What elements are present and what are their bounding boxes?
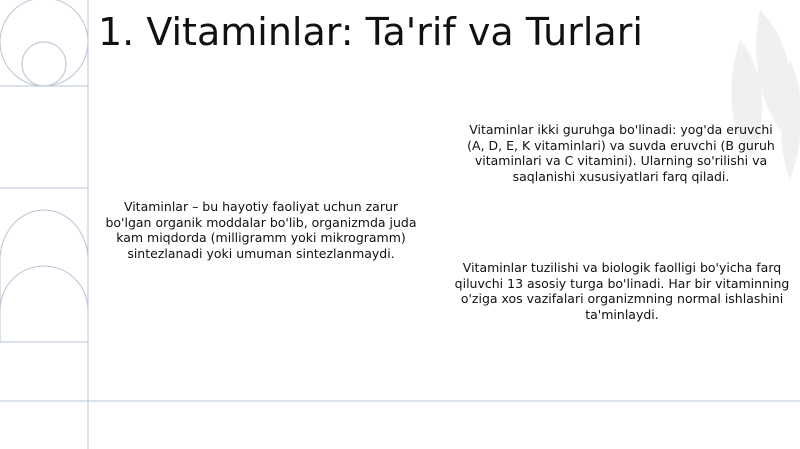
slide-title: 1. Vitaminlar: Ta'rif va Turlari [98,10,643,54]
groups-text: Vitaminlar ikki guruhga bo'linadi: yog'da eruvchi (A, D, E, K vitaminlari) va suvda eruvchi (B guruh vitaminlari va C vitamini). Ularning so'rilishi va saqlanishi xususiyatlari farq qiladi. [467,122,775,184]
types-text: Vitaminlar tuzilishi va biologik faolligi bo'yicha farq qiluvchi 13 asosiy turga bo'linadi. Har bir vitaminning o'ziga xos vazifalari organizmning normal ishlashini ta'minlaydi. [454,260,790,322]
definition-text: Vitaminlar – bu hayotiy faoliyat uchun zarur bo'lgan organik moddalar bo'lib, organizmda juda kam miqdorda (milligramm yoki mikrogramm) sintezlanadi yoki umuman sintezlanmaydi. [105,199,417,261]
